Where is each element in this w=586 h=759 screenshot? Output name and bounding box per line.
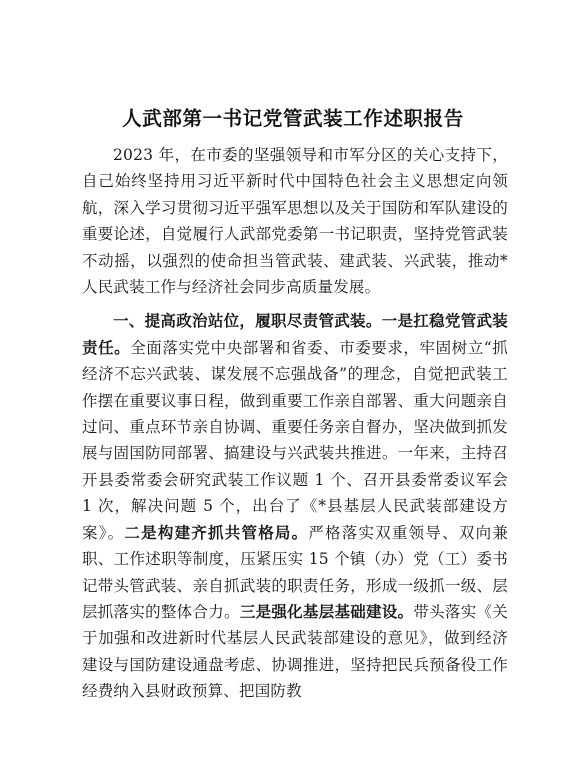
point-text-3: 带头落实《关于加强和改进新时代基层人民武装部建设的意见》，做到经济建设与国防建设通盘考虑、协调推进，坚持把民兵预备役工作经费纳入县财政预算、把国防教: [82, 602, 509, 701]
point-heading-3: 三是强化基层基础建设。: [239, 601, 414, 621]
paragraph-section-1: [82, 308, 508, 704]
point-text-2: 严格落实双重领导、双向兼职、工作述职等制度，压紧压实 15 个镇（办）党（工）委书记带头管武装、亲自抓武装的职责任务，形成一级抓一级、层层抓落实的整体合力。: [82, 523, 508, 621]
point-text-1: 全面落实党中央部署和省委、市委要求，牢固树立“抓经济不忘兴武装、谋发展不忘强战备”的理念，自觉把武装工作摆在重要议事日程，做到重要工作亲自部署、重大问题亲自过问、重点环节亲自协调、重要任务亲自督办，坚决做到抓发展与固国防同部署、搞建设与兴武装共推进。一年来，主持召开县委常委会研究武装工作议题 1 个、召开县委常委议军会 1 次，解决问题 5 个，出台了《*县基层人民武装部建设方案》。: [82, 338, 508, 542]
paragraph-intro: [82, 142, 508, 300]
paragraph-text: 2023 年，在市委的坚强领导和市军分区的关心支持下，自己始终坚持用习近平新时代中国特色社会主义思想定向领航，深入学习贯彻习近平强军思想以及关于国防和军队建设的重要论述，自觉履行人武部党委第一书记职责，坚持党管武装不动摇，以强烈的使命担当管武装、建武装、兴武装，推动*人民武装工作与经济社会同步高质量发展。: [82, 146, 508, 297]
page-title: 人武部第一书记党管武装工作述职报告: [122, 107, 464, 130]
point-heading-1: 一是扛稳党管武装责任。: [82, 311, 508, 357]
document-body: [82, 142, 508, 705]
section-heading: 一、提高政治站位，履职尽责管武装。: [113, 311, 382, 331]
point-heading-2: 二是构建齐抓共管格局。: [124, 522, 309, 542]
